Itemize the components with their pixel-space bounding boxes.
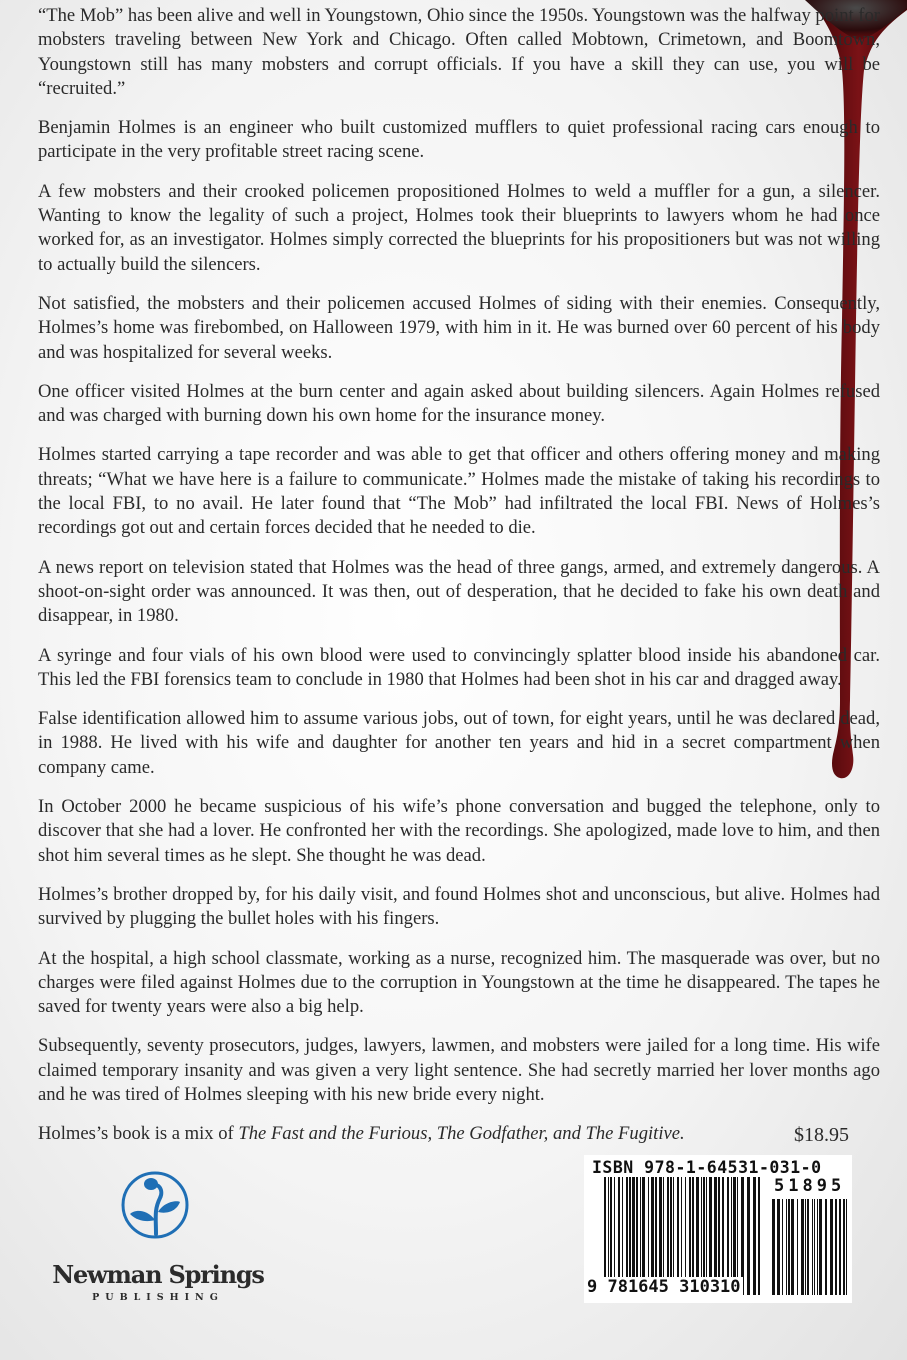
closing-paragraph [38,1122,880,1146]
barcode-bar [758,1177,760,1295]
blurb-paragraph: A news report on television stated that Holmes was the head of three gangs, armed, and extremely dangerous. A shoot-on-sight order was announced. It was then, out of desperation, that he decided to fake his own death and disappear, in 1980. [38,556,880,627]
publisher-logo [48,1168,268,1308]
publisher-name: Newman Springs [52,1260,264,1289]
barcode-bar [807,1199,809,1295]
blurb-paragraph: Benjamin Holmes is an engineer who built customized mufflers to quiet professional racing cars enough to participate in the very profitable street racing scene. [38,117,880,163]
blurb-paragraph: Holmes’s brother dropped by, for his daily visit, and found Holmes shot and unconscious, but alive. Holmes had survived by plugging the bullet holes with his fingers. [38,883,880,930]
blurb-paragraph: A few mobsters and their crooked policemen propositioned Holmes to weld a muffler for a gun, a silencer. Wanting to know the legality of such a project, Holmes took their blueprints to lawyers whom he had once worked for, as an investigator. Holmes simply corrected the blueprints for his propositioners but was not willing to actually build the silencers. [38,180,880,275]
barcode-bar [843,1199,845,1295]
barcode-bar [753,1177,756,1295]
barcode-bar [791,1199,794,1295]
barcode-bar [788,1199,790,1295]
barcode-bar [830,1199,833,1295]
barcode-bar [747,1177,750,1295]
barcode-digits: 9 781645 310310 [587,1277,741,1297]
barcode-bar [786,1199,787,1295]
title-godfather: The Godfather, [436,1123,549,1145]
blurb-paragraph: A syringe and four vials of his own blood were used to convincingly splatter blood inside his abandoned car. This led the FBI forensics team to conclude in 1980 that Holmes had been shot in his car and dragged away. [38,644,880,690]
barcode-bar [846,1199,847,1295]
publisher-subtitle: PUBLISHING [92,1292,224,1303]
barcode-bar [817,1199,818,1295]
barcode-bar [805,1199,806,1295]
blurb-paragraph: Subsequently, seventy prosecutors, judges, lawyers, lawmen, and mobsters were jailed for a long time. His wife claimed temporary insanity and was given a very light sentence. She had secretly married her lover months ago and he was tired of Holmes sleeping with his new bride every night. [38,1035,880,1105]
blurb-paragraph: In October 2000 he became suspicious of his wife’s phone conversation and bugged the telephone, only to discover that she had a lover. He confronted her with the recordings. She apologized, made love to him, and then shot him several times as he slept. She thought he was dead. [38,796,880,866]
blurb-text [38,4,880,1162]
barcode-bar [839,1199,841,1295]
barcode-bar [835,1199,837,1295]
barcode-bar [797,1199,798,1295]
blurb-paragraph: “The Mob” has been alive and well in Youngstown, Ohio since the 1950s. Youngstown was the halfway point for mobsters traveling between New York and Chicago. Often called Mobtown, Crimetown, and Boomtown, Youngstown still has many mobsters and corrupt officials. If you have a skill they can use, you will be “recruited.” [38,5,880,99]
blurb-paragraph: False identification allowed him to assume various jobs, out of town, for eight years, until he was declared dead, in 1988. He lived with his wife and daughter for another ten years and hid in a secret compartment when company came. [38,708,880,778]
barcode-bar [814,1199,815,1295]
barcode-bar [772,1199,775,1295]
sprout-icon [48,1168,268,1258]
closing-and: and [552,1123,581,1145]
barcode-bar [825,1199,827,1295]
barcode-bar [819,1199,822,1295]
barcode-bar [782,1199,783,1295]
closing-prefix: Holmes’s book is a mix of [38,1123,239,1145]
title-fugitive: The Fugitive. [585,1123,685,1145]
barcode-bar [812,1199,813,1295]
blurb-paragraph: Not satisfied, the mobsters and their policemen accused Holmes of siding with their enemies. Consequently, Holmes’s home was firebombed, on Halloween 1979, with him in it. He was burned over 60 percent of his body and was hospitalized for several weeks. [38,292,880,363]
barcode-bar [801,1199,804,1295]
blurb-paragraph: One officer visited Holmes at the burn center and again asked about building silencers. Again Holmes refused and was charged with burning down his own home for the insurance money. [38,380,880,427]
price: $18.95 [794,1124,849,1146]
isbn-label: ISBN 978-1-64531-031-0 [592,1158,822,1177]
blurb-paragraph: Holmes started carrying a tape recorder and was able to get that officer and others offering money and making threats; “What we have here is a failure to communicate.” Holmes made the mistake of taking his recordings to the local FBI, to no avail. He later found that “The Mob” had infiltrated the local FBI. News of Holmes’s recordings got out and certain forces decided that he needed to die. [38,444,880,539]
barcode-addon-bars [772,1199,850,1295]
title-fast-furious: The Fast and the Furious, [238,1123,433,1145]
blurb-paragraph: At the hospital, a high school classmate, working as a nurse, recognized him. The masquerade was over, but no charges were filed against Holmes due to the corruption in Youngstown at the time he disappeared. The tapes he saved for twenty years were also a big help. [38,947,880,1018]
isbn-barcode [584,1155,852,1303]
barcode-addon-number: 51895 [774,1176,846,1196]
barcode-bar [777,1199,780,1295]
